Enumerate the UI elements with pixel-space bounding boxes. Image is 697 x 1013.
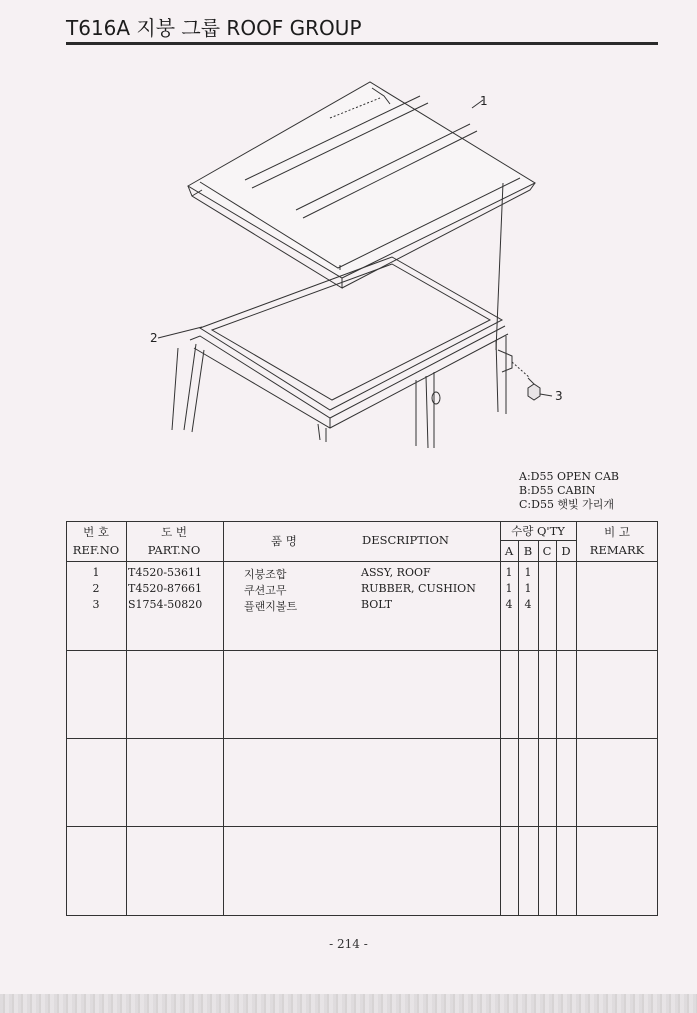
header-ref-kr: 번 호 [83, 525, 109, 539]
row1-name: 지붕조합 [244, 568, 287, 581]
header-qty: 수량 Q'TY [511, 524, 565, 538]
page-number: - 214 - [329, 937, 368, 951]
callout-1: 1 [480, 94, 488, 108]
header-part-kr: 도 번 [161, 525, 187, 539]
header-qty-a: A [504, 544, 514, 558]
legend-line-b: B:D55 CABIN [519, 484, 596, 497]
header-part-en: PART.NO [147, 543, 201, 557]
row1-desc: ASSY, ROOF [361, 566, 431, 579]
row2-qty-a: 1 [505, 582, 513, 595]
row1-part: T4520-53611 [128, 566, 203, 579]
row3-name: 플랜지볼트 [244, 600, 298, 613]
bolt-icon [528, 378, 540, 400]
legend-line-a: A:D55 OPEN CAB [519, 470, 619, 483]
header-qty-c: C [542, 544, 552, 558]
row2-qty-b: 1 [524, 582, 532, 595]
row1-qty-b: 1 [524, 566, 532, 579]
header-ref-en: REF.NO [72, 543, 120, 557]
callout-2: 2 [150, 331, 158, 345]
row2-name: 쿠션고무 [244, 584, 287, 597]
row3-qty-a: 4 [505, 598, 513, 611]
header-qty-b: B [523, 544, 533, 558]
row2-part: T4520-87661 [128, 582, 203, 595]
callout-3: 3 [555, 389, 563, 403]
legend-line-c: C:D55 햇빛 가리개 [519, 498, 615, 511]
parts-table [66, 521, 658, 916]
row1-qty-a: 1 [505, 566, 513, 579]
header-remark-en: REMARK [589, 543, 645, 557]
roof-panel [188, 82, 535, 278]
header-remark-kr: 비 고 [604, 525, 630, 539]
row3-part: S1754-50820 [128, 598, 203, 611]
row1-ref: 1 [92, 566, 100, 579]
header-description: DESCRIPTION [362, 533, 449, 547]
header-name-kr: 품 명 [271, 534, 297, 548]
row3-desc: BOLT [361, 598, 393, 611]
row2-ref: 2 [92, 582, 100, 595]
cushion-rubber-frame [200, 257, 502, 410]
row3-ref: 3 [92, 598, 100, 611]
variant-legend [519, 470, 619, 512]
row2-desc: RUBBER, CUSHION [361, 582, 476, 595]
page-title: T616A 지붕 그룹 ROOF GROUP [66, 16, 362, 40]
header-qty-d: D [561, 544, 571, 558]
row3-qty-b: 4 [524, 598, 532, 611]
scan-edge-strip [0, 994, 697, 1013]
